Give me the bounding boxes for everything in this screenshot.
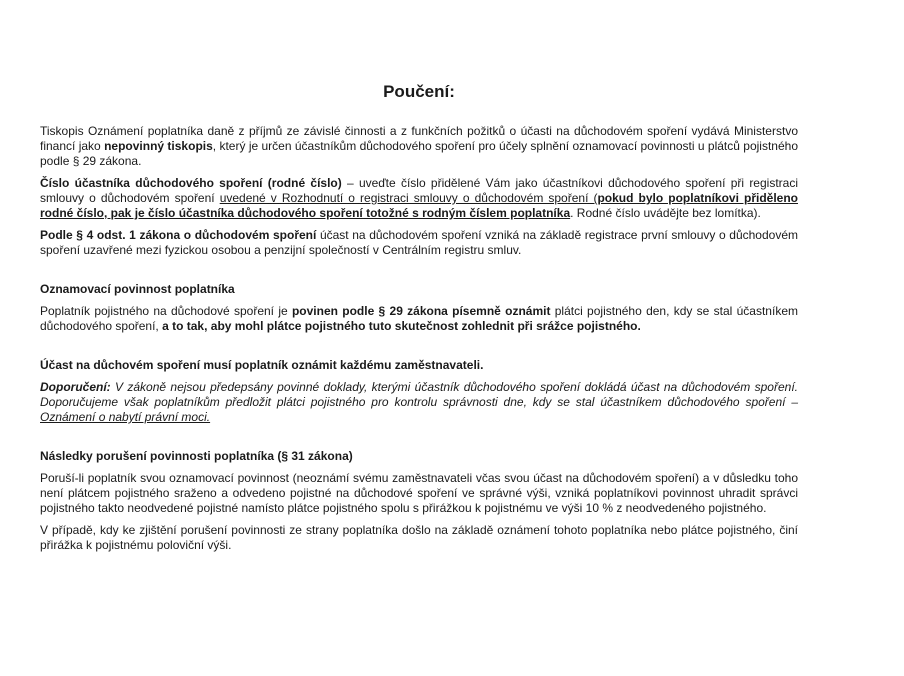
intro-paragraph-1	[40, 124, 798, 169]
participant-number-label: Číslo účastníka důchodového spoření (rodné číslo)	[40, 176, 342, 190]
section-text: Poplatník pojistného na důchodové spoření je	[40, 304, 292, 318]
section-emphasis: povinen podle § 29 zákona písemně oznámit	[291, 304, 551, 318]
section-text: plátci pojistného den, kdy se stal účastníkem důchodového spoření,	[40, 304, 798, 333]
intro-text: – uveďte číslo přidělené Vám jako účastníkovi důchodového spoření při registraci smlouvy o důchodovém spoření	[40, 176, 798, 205]
recommendation-paragraph	[40, 380, 798, 425]
nasledky-paragraph-1: Poruší-li poplatník svou oznamovací povinnost (neoznámí svému zaměstnavateli včas svou účast na důchodovém spoření) a v důsledku toho není plátcem pojistného sraženo a odvedeno pojistné na důchodové spoření ve správné výši, vzniká poplatníkovi povinnost uhradit správci pojistného takto neodvedené pojistné namísto plátce pojistného spolu s přirážkou k pojistnému ve výši 10 % z neodvedeného pojistného.	[40, 471, 798, 515]
oznamovaci-paragraph	[40, 304, 798, 334]
law-reference: Podle § 4 odst. 1 zákona o důchodovém spoření	[40, 228, 317, 242]
section-heading-oznamovaci: Oznamovací povinnost poplatníka	[40, 282, 235, 296]
underlined-text: uvedené v Rozhodnutí o registraci smlouvy o důchodovém spoření (	[219, 191, 598, 205]
recommendation-text: V zákoně nejsou předepsány povinné doklady, kterými účastník důchodového spoření dokládá účast na důchodovém spoření. Doporučujeme však poplatníkům předložit plátci pojistného pro kontrolu správnosti dne, kdy se stal účastníkem důchodového spoření –	[40, 380, 798, 409]
document-body	[40, 124, 798, 553]
underlined-emphasis: pokud bylo poplatníkovi přiděleno rodné číslo, pak je číslo účastníka důchodového spoření totožné s rodným číslem poplatníka	[40, 191, 798, 220]
intro-text: Tiskopis Oznámení poplatníka daně z příjmů ze závislé činnosti a z funkčních požitků o účasti na důchodovém spoření vydává Ministerstvo financí jako	[40, 124, 798, 153]
intro-text: . Rodné číslo uvádějte bez lomítka).	[570, 206, 761, 220]
intro-paragraph-3	[40, 228, 798, 258]
recommendation-label: Doporučení:	[40, 380, 111, 394]
notice-reference: Oznámení o nabytí právní moci.	[40, 410, 211, 424]
section-heading-ucast: Účast na důchovém spoření musí poplatník oznámit každému zaměstnavateli.	[40, 358, 484, 372]
nasledky-paragraph-2: V případě, kdy ke zjištění porušení povinnosti ze strany poplatníka došlo na základě oznámení tohoto poplatníka nebo plátce pojistného, činí přirážka k pojistnému poloviční výši.	[40, 523, 798, 552]
section-emphasis: a to tak, aby mohl plátce pojistného tuto skutečnost zohlednit při srážce pojistného.	[162, 319, 641, 333]
intro-text: účast na důchodovém spoření vzniká na základě registrace první smlouvy o důchodovém spoření uzavřené mezi fyzickou osobou a penzijní společností v Centrálním registru smluv.	[40, 228, 798, 257]
intro-paragraph-2	[40, 176, 798, 221]
section-heading-nasledky: Následky porušení povinnosti poplatníka (§ 31 zákona)	[40, 449, 353, 463]
page-title: Poučení:	[383, 82, 455, 101]
intro-emphasis: nepovinný tiskopis	[104, 139, 213, 153]
intro-text: , který je určen účastníkům důchodového spoření pro účely splnění oznamovací povinnosti u plátců pojistného podle § 29 zákona.	[40, 139, 798, 168]
